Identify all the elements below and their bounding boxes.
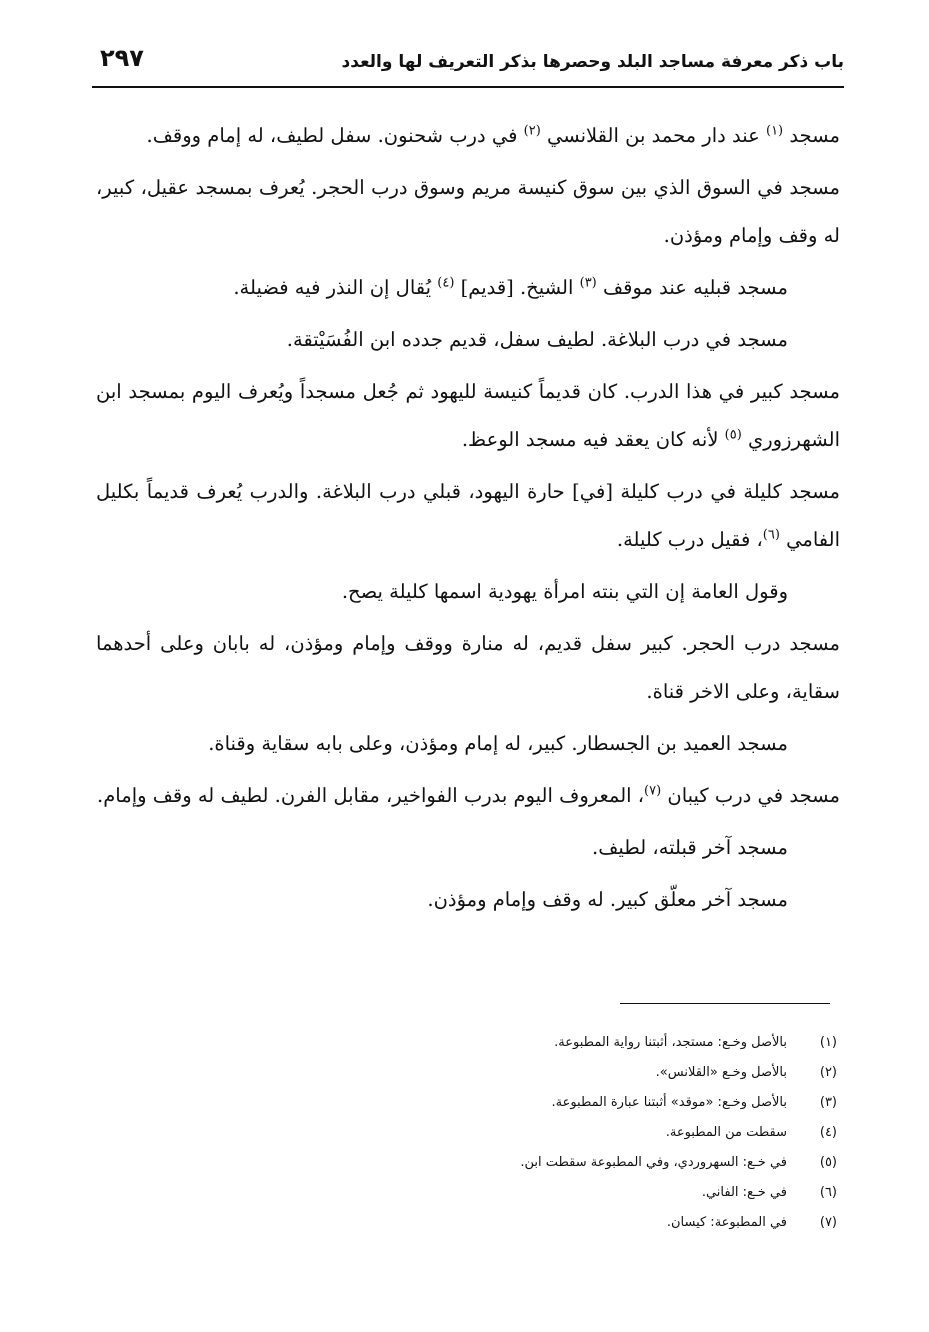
paragraph [96, 164, 840, 260]
paragraph-text: عند دار محمد بن القلانسي [540, 124, 766, 147]
footnote-ref: (٣) [579, 275, 597, 291]
header-rule [92, 86, 844, 88]
footnote [417, 1178, 837, 1208]
footnote-text: في خـع: الفاني. [701, 1185, 787, 1200]
paragraph-text: مسجد كبير في هذا الدرب. كان قديماً كنيسة لليهود ثم جُعل مسجداً ويُعرف اليوم بمسجد ابن الشهرزوري [96, 380, 840, 451]
paragraph-text: في درب شحنون. سفل لطيف، له إمام ووقف. [146, 124, 524, 147]
paragraph-text: مسجد آخر معلّق كبير. له وقف وإمام ومؤذن. [427, 888, 788, 911]
footnote [417, 1118, 837, 1148]
footnotes [417, 1028, 837, 1238]
paragraph [96, 876, 840, 924]
main-text [96, 112, 840, 924]
paragraph-text: ، المعروف اليوم بدرب الفواخير، مقابل الفرن. لطيف له وقف وإمام. [97, 784, 645, 807]
paragraph-text: لأنه كان يعقد فيه مسجد الوعظ. [461, 428, 725, 451]
chapter-title: باب ذكر معرفة مساجد البلد وحصرها بذكر التعريف لها والعدد [341, 52, 844, 72]
footnote-text: بالأصل وخـع «القلانس». [655, 1065, 787, 1080]
footnote-ref: (٧) [644, 783, 662, 799]
paragraph [96, 620, 840, 716]
footnote-text: بالأصل وخـع: «موقد» أثبتنا عبارة المطبوعة. [551, 1095, 787, 1110]
paragraph [96, 316, 840, 364]
footnote-ref: (٢) [523, 123, 541, 139]
footnote-text: في المطبوعة: كيسان. [666, 1215, 787, 1230]
page-number: ٢٩٧ [100, 44, 144, 72]
paragraph-text: مسجد آخر قبلته، لطيف. [592, 836, 788, 859]
paragraph [96, 368, 840, 464]
paragraph-text: وقول العامة إن التي بنته امرأة يهودية اسمها كليلة يصح. [341, 580, 788, 603]
footnote-number: (٣) [819, 1095, 837, 1110]
footnote [417, 1208, 837, 1238]
paragraph [96, 264, 840, 312]
footnote [417, 1088, 837, 1118]
paragraph-text: مسجد [783, 124, 840, 147]
paragraph [96, 772, 840, 820]
paragraph-text: مسجد في السوق الذي بين سوق كنيسة مريم وسوق درب الحجر. يُعرف بمسجد عقيل، كبير، له وقف وإمام ومؤذن. [96, 176, 840, 247]
footnote-ref: (٥) [724, 427, 742, 443]
paragraph [96, 468, 840, 564]
paragraph-text: مسجد في درب البلاغة. لطيف سفل، قديم جدده ابن الفُسَيْتقة. [286, 328, 788, 351]
footnote-text: سقطت من المطبوعة. [665, 1125, 787, 1140]
footnote-ref: (٤) [437, 275, 455, 291]
footnote-ref: (١) [765, 123, 784, 139]
footnote-text: في خـع: السهروردي، وفي المطبوعة سقطت ابن. [520, 1155, 787, 1170]
footnote-number: (١) [819, 1035, 837, 1050]
footnote-number: (٢) [819, 1065, 837, 1080]
paragraph-text: مسجد قبليه عند موقف [596, 276, 788, 299]
footnote-number: (٤) [819, 1125, 837, 1140]
footnote-separator [620, 1003, 830, 1004]
footnote [417, 1148, 837, 1178]
footnote-ref: (٦) [762, 527, 780, 543]
footnote [417, 1058, 837, 1088]
paragraph [96, 112, 840, 160]
footnote-number: (٥) [819, 1155, 837, 1170]
footnote [417, 1028, 837, 1058]
footnote-number: (٧) [819, 1215, 837, 1230]
paragraph-text: يُقال إن النذر فيه فضيلة. [233, 276, 438, 299]
paragraph [96, 720, 840, 768]
footnote-number: (٦) [819, 1185, 837, 1200]
paragraph [96, 824, 840, 872]
paragraph-text: ، فقيل درب كليلة. [616, 528, 763, 551]
paragraph-text: الشيخ. [قديم] [454, 276, 580, 299]
paragraph-text: مسجد العميد بن الجسطار. كبير، له إمام ومؤذن، وعلى بابه سقاية وقناة. [208, 732, 788, 755]
footnote-text: بالأصل وخـع: مستجد، أثبتنا رواية المطبوعة. [554, 1035, 787, 1050]
paragraph-text: مسجد كليلة في درب كليلة [في] حارة اليهود، قبلي درب البلاغة. والدرب يُعرف قديماً بكليل الفامي [96, 480, 840, 551]
paragraph [96, 568, 840, 616]
running-head [92, 30, 844, 90]
paragraph-text: مسجد في درب كيبان [661, 784, 840, 807]
paragraph-text: مسجد درب الحجر. كبير سفل قديم، له منارة ووقف وإمام ومؤذن، له بابان وعلى أحدهما سقاية، وعلى الاخر قناة. [96, 632, 840, 703]
